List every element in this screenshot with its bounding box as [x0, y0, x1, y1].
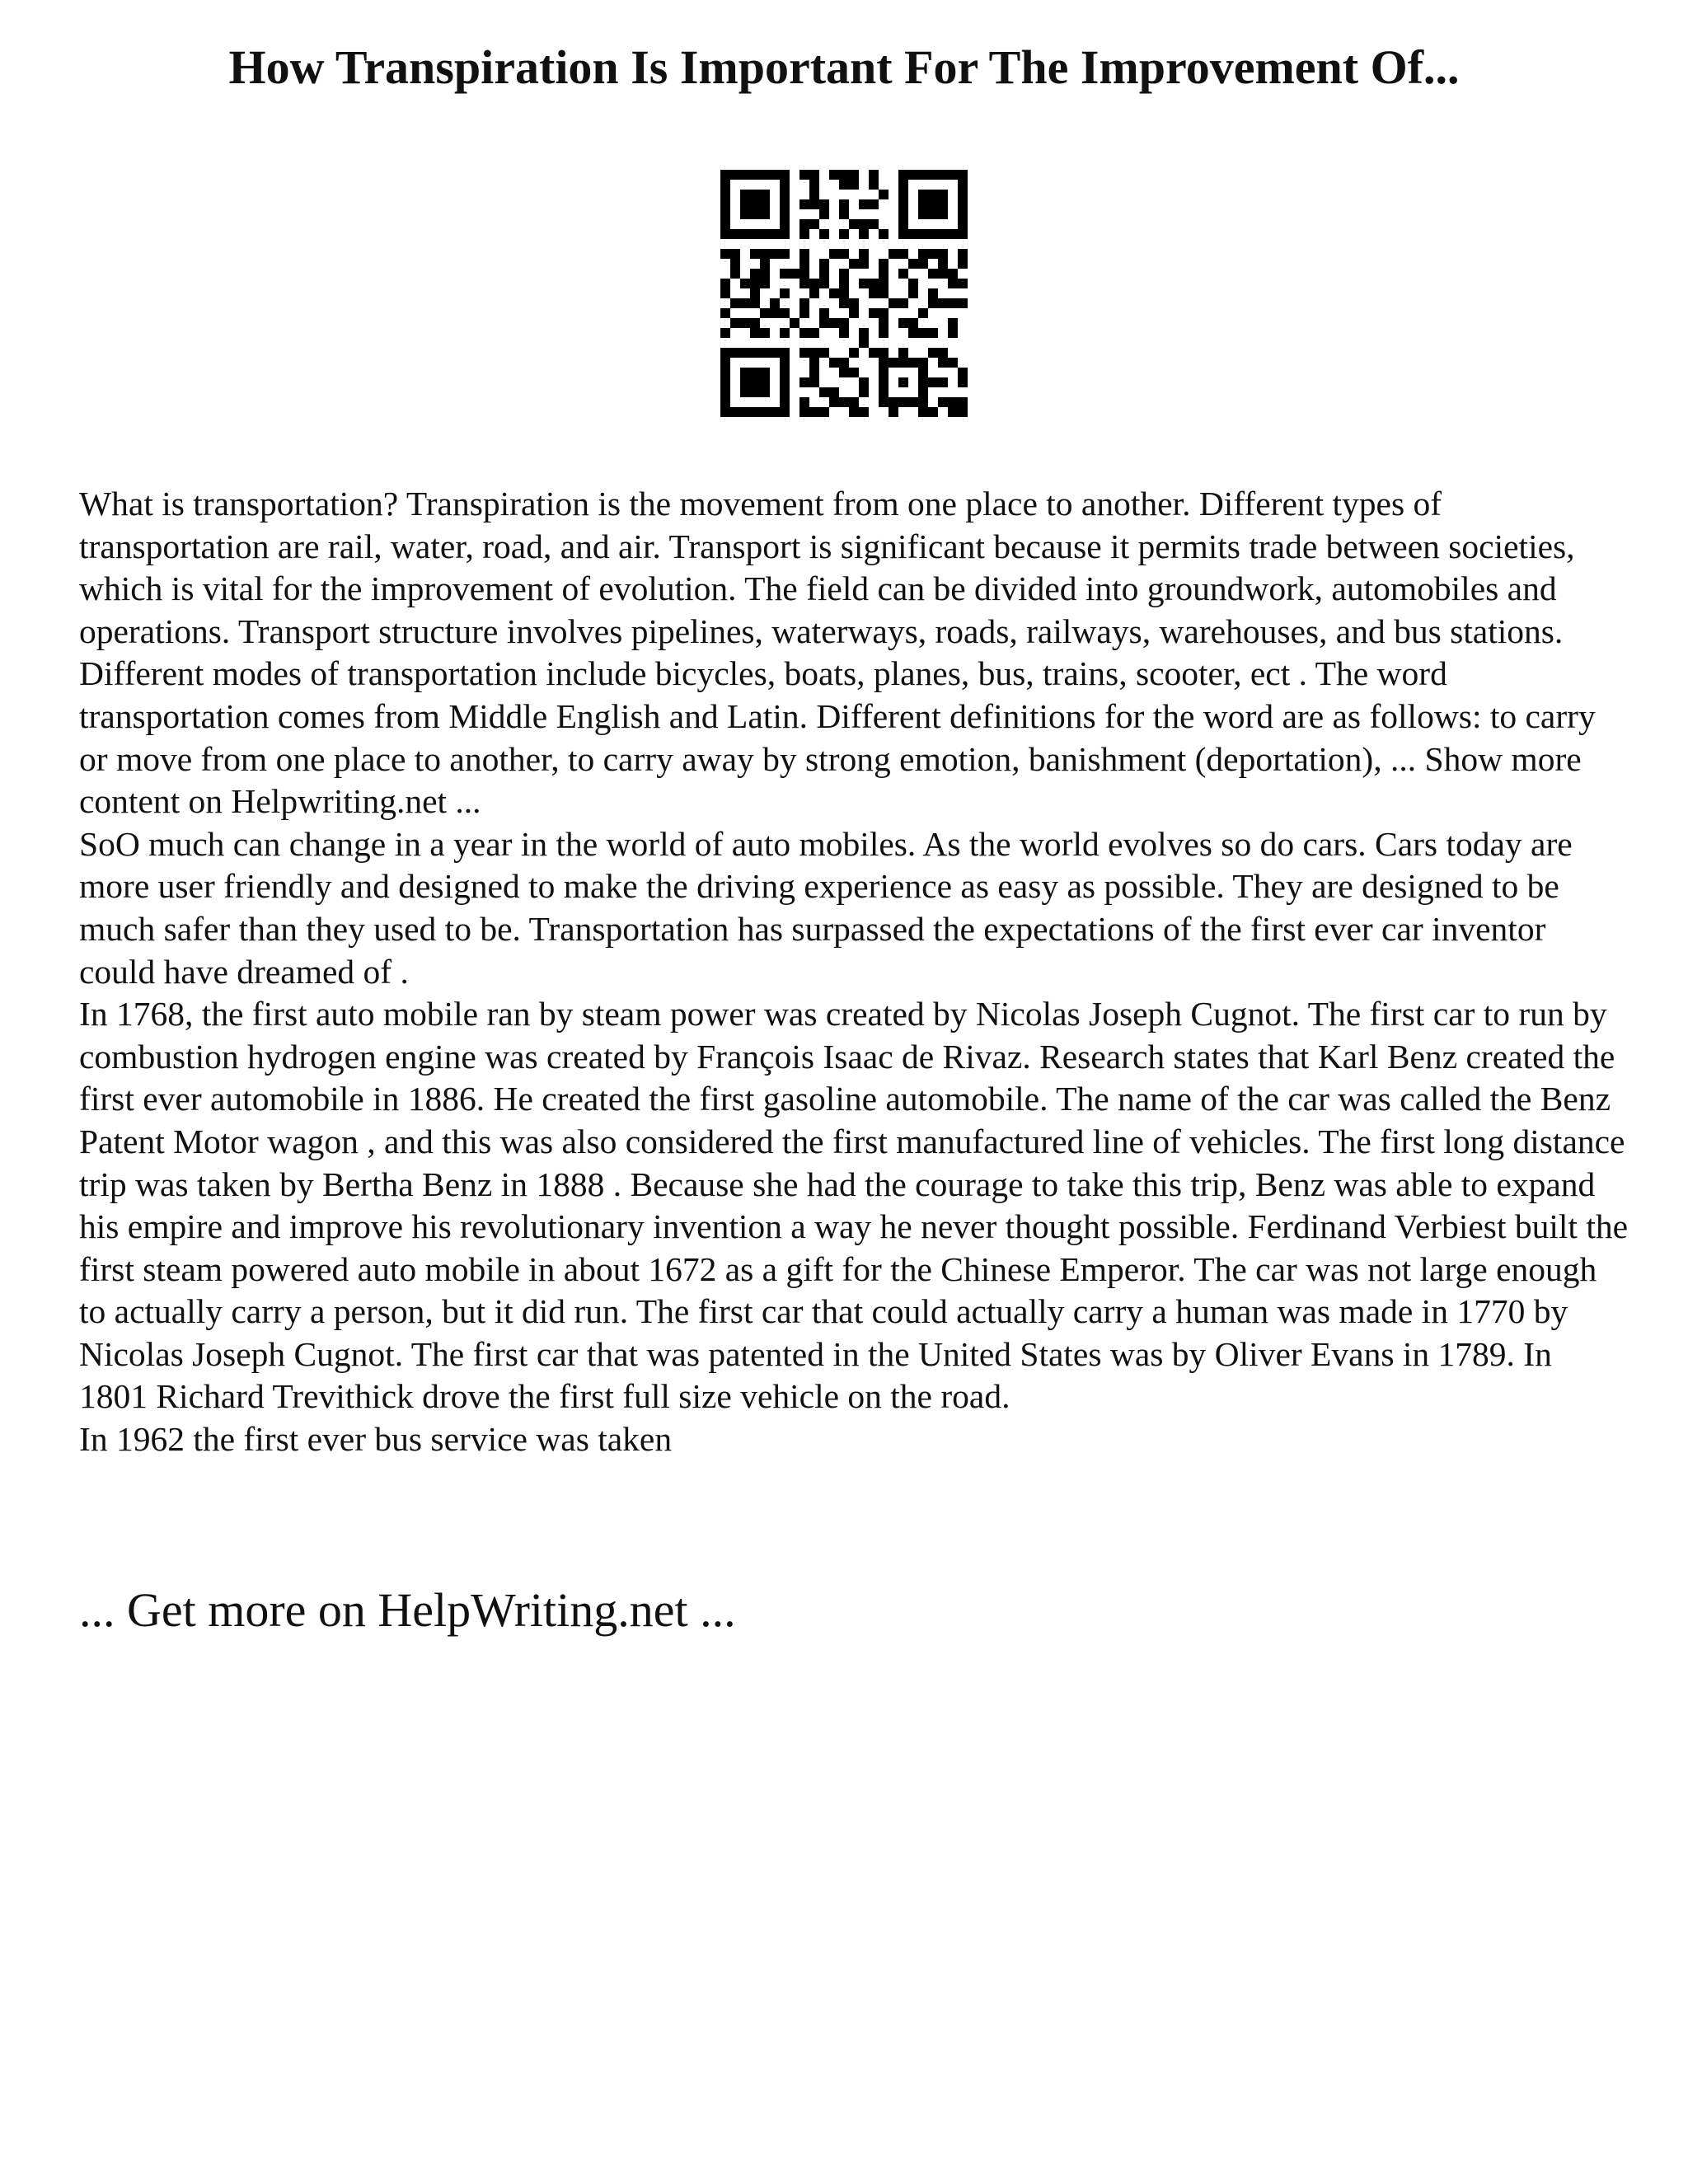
qr-code-icon: [720, 170, 968, 417]
document-title: How Transpiration Is Important For The Improvement Of...: [228, 40, 1460, 94]
paragraph-2: SoO much can change in a year in the world of auto mobiles. As the world evolves so do cars. Cars today are more user friendly and designed to make the driving experience as easy as possible. They are designed to be much safer than they used to be. Transportation has surpassed the expectations of the first ever car inventor could have dreamed of .: [79, 824, 1573, 991]
paragraph-1: What is transportation? Transpiration is the movement from one place to another. Different types of transportation are rail, water, road, and air. Transport is significant because it permits trade between societies, which is vital for the improvement of evolution. The field can be divided into groundwork, automobiles and operations. Transport structure involves pipelines, waterways, roads, railways, warehouses, and bus stations. Different modes of transportation include bicycles, boats, planes, bus, trains, scooter, ect . The word transportation comes from Middle English and Latin. Different definitions for the word are as follows: to carry or move from one place to another, to carry away by strong emotion, banishment (deportation), ... Show more content on Helpwriting.net ...: [79, 485, 1596, 821]
get-more-link[interactable]: ... Get more on HelpWriting.net ...: [79, 1583, 736, 1637]
paragraph-3: In 1768, the first auto mobile ran by steam power was created by Nicolas Joseph Cugnot. The first car to run by combustion hydrogen engine was created by François Isaac de Rivaz. Research states that Karl Benz created the first ever automobile in 1886. He created the first gasoline automobile. The name of the car was called the Benz Patent Motor wagon , and this was also considered the first manufactured line of vehicles. The first long distance trip was taken by Bertha Benz in 1888 . Because she had the courage to take this trip, Benz was able to expand his empire and improve his revolutionary invention a way he never thought possible. Ferdinand Verbiest built the first steam powered auto mobile in about 1672 as a gift for the Chinese Emperor. The car was not large enough to actually carry a person, but it did run. The first car that could actually carry a human was made in 1770 by Nicolas Joseph Cugnot. The first car that was patented in the United States was by Oliver Evans in 1789. In 1801 Richard Trevithick drove the first full size vehicle on the road.: [79, 995, 1629, 1416]
article-body: [79, 483, 1629, 1461]
paragraph-4: In 1962 the first ever bus service was taken: [79, 1420, 673, 1459]
